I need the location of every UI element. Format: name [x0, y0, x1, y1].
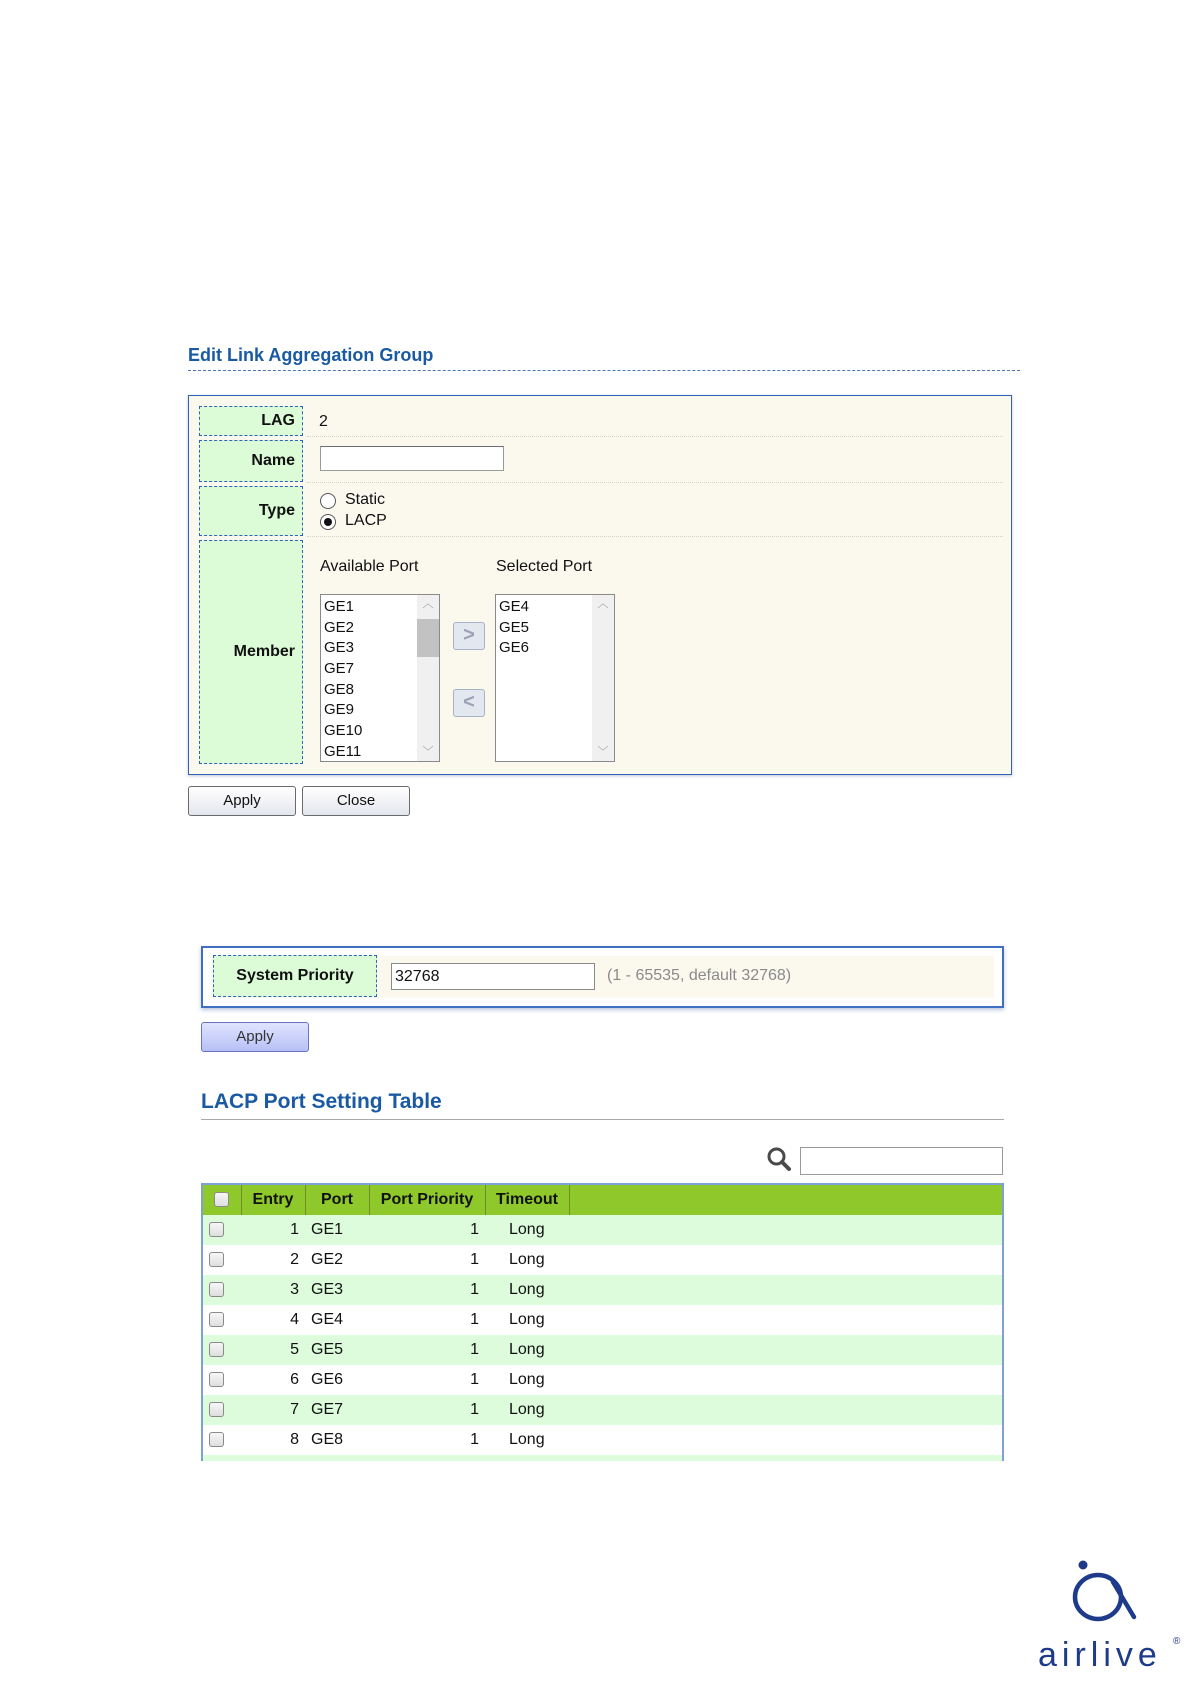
table-row[interactable] — [203, 1275, 1002, 1305]
entry-cell: 5 — [290, 1341, 299, 1358]
list-item[interactable]: GE5 — [499, 618, 530, 636]
scroll-up-icon[interactable]: ︿ — [422, 598, 434, 610]
entry-cell: 6 — [290, 1371, 299, 1388]
port-cell: GE8 — [311, 1431, 344, 1448]
port-cell: GE5 — [311, 1341, 344, 1358]
list-item[interactable]: GE10 — [324, 722, 363, 740]
timeout-cell: Long — [509, 1341, 545, 1358]
edit-lag-title: Edit Link Aggregation Group — [188, 345, 434, 365]
available-port-label: Available Port — [320, 558, 419, 575]
title-divider — [201, 1119, 1004, 1120]
row-checkbox-cell — [203, 1425, 241, 1455]
list-item[interactable]: GE4 — [499, 598, 530, 615]
logo-dot — [1079, 1561, 1088, 1570]
search-input[interactable] — [800, 1147, 1003, 1175]
type-static-radio[interactable] — [320, 493, 336, 509]
list-item[interactable]: GE1 — [324, 598, 355, 615]
entry-cell: 8 — [290, 1431, 299, 1448]
list-item[interactable]: GE6 — [499, 639, 530, 657]
table-row-partial — [203, 1455, 1002, 1461]
available-port-list[interactable] — [320, 594, 440, 762]
type-lacp-label: LACP — [345, 512, 387, 529]
column-header-filler — [569, 1185, 1002, 1215]
timeout-cell: Long — [509, 1251, 545, 1268]
column-header-port[interactable]: Port — [305, 1185, 369, 1215]
available-port-scrollbar[interactable] — [417, 595, 439, 761]
apply-button[interactable]: Apply — [188, 786, 296, 816]
priority-cell: 1 — [470, 1371, 479, 1388]
timeout-cell: Long — [509, 1221, 545, 1238]
system-priority-apply-button[interactable]: Apply — [201, 1022, 309, 1052]
priority-cell: 1 — [470, 1281, 479, 1298]
type-label: Type — [199, 486, 303, 536]
row-divider — [307, 482, 1003, 483]
port-cell: GE2 — [311, 1251, 344, 1268]
table-row[interactable] — [203, 1395, 1002, 1425]
row-checkbox[interactable] — [209, 1342, 224, 1357]
name-label: Name — [199, 440, 303, 482]
row-checkbox[interactable] — [209, 1372, 224, 1387]
airlive-logo — [1038, 1560, 1183, 1675]
entry-cell: 1 — [290, 1221, 299, 1238]
selected-port-label: Selected Port — [496, 558, 593, 575]
entry-cell: 2 — [290, 1251, 299, 1268]
edit-lag-form — [188, 395, 1012, 775]
title-divider — [188, 370, 1020, 371]
lag-value: 2 — [319, 413, 328, 430]
table-row[interactable] — [203, 1245, 1002, 1275]
row-checkbox[interactable] — [209, 1222, 224, 1237]
row-checkbox-cell — [203, 1275, 241, 1305]
priority-cell: 1 — [470, 1221, 479, 1238]
row-divider — [307, 436, 1003, 437]
table-row[interactable] — [203, 1215, 1002, 1245]
row-checkbox-cell — [203, 1395, 241, 1425]
priority-cell: 1 — [470, 1311, 479, 1328]
row-checkbox-cell — [203, 1305, 241, 1335]
table-row[interactable] — [203, 1425, 1002, 1455]
scroll-up-icon[interactable]: ︿ — [597, 598, 609, 610]
logo-trademark: ® — [1173, 1636, 1181, 1647]
port-cell: GE1 — [311, 1221, 344, 1238]
column-header-port-priority[interactable]: Port Priority — [369, 1185, 485, 1215]
scroll-down-icon[interactable]: ﹀ — [422, 746, 434, 758]
search-icon[interactable] — [766, 1146, 792, 1172]
timeout-cell: Long — [509, 1311, 545, 1328]
lacp-port-table — [201, 1183, 1004, 1461]
logo-text: airlive — [1038, 1636, 1162, 1674]
column-header-timeout[interactable]: Timeout — [485, 1185, 569, 1215]
name-input[interactable] — [320, 446, 504, 471]
selected-port-list[interactable] — [495, 594, 615, 762]
row-checkbox[interactable] — [209, 1282, 224, 1297]
timeout-cell: Long — [509, 1401, 545, 1418]
row-checkbox-cell — [203, 1215, 241, 1245]
scroll-thumb[interactable] — [417, 619, 439, 657]
select-all-header — [203, 1185, 241, 1215]
list-item[interactable]: GE9 — [324, 701, 355, 719]
scroll-down-icon[interactable]: ﹀ — [597, 746, 609, 758]
entry-cell: 7 — [290, 1401, 299, 1418]
priority-cell: 1 — [470, 1251, 479, 1268]
lag-label: LAG — [199, 406, 303, 436]
list-item[interactable]: GE11 — [324, 742, 362, 760]
timeout-cell: Long — [509, 1431, 545, 1448]
row-checkbox[interactable] — [209, 1312, 224, 1327]
member-label: Member — [199, 540, 303, 764]
selected-port-scrollbar[interactable] — [592, 595, 614, 761]
table-row[interactable] — [203, 1335, 1002, 1365]
priority-cell: 1 — [470, 1431, 479, 1448]
remove-port-button[interactable]: < — [453, 689, 485, 717]
filler-cell — [569, 1215, 1002, 1245]
row-checkbox[interactable] — [209, 1432, 224, 1447]
add-port-button[interactable]: > — [453, 622, 485, 650]
port-cell: GE6 — [311, 1371, 344, 1388]
priority-cell: 1 — [470, 1401, 479, 1418]
column-header-entry[interactable]: Entry — [241, 1185, 305, 1215]
filler-cell — [569, 1335, 1002, 1365]
table-row[interactable] — [203, 1305, 1002, 1335]
filler-cell — [569, 1245, 1002, 1275]
type-static-label: Static — [345, 491, 386, 508]
system-priority-panel — [201, 946, 1004, 1008]
list-item[interactable]: GE3 — [324, 639, 355, 657]
filler-cell — [569, 1365, 1002, 1395]
row-divider — [307, 536, 1003, 537]
entry-cell: 4 — [290, 1311, 299, 1328]
row-checkbox-cell — [203, 1335, 241, 1365]
timeout-cell: Long — [509, 1281, 545, 1298]
lacp-table-title: LACP Port Setting Table — [201, 1090, 442, 1113]
entry-cell: 3 — [290, 1281, 299, 1298]
list-item[interactable]: GE7 — [324, 660, 355, 678]
port-cell: GE7 — [311, 1401, 344, 1418]
system-priority-label: System Priority — [213, 955, 377, 997]
port-cell: GE3 — [311, 1281, 344, 1298]
system-priority-input[interactable]: 32768 — [391, 963, 595, 990]
type-lacp-radio[interactable] — [320, 514, 336, 530]
priority-cell: 1 — [470, 1341, 479, 1358]
filler-cell — [569, 1425, 1002, 1455]
filler-cell — [569, 1305, 1002, 1335]
system-priority-hint: (1 - 65535, default 32768) — [607, 967, 792, 984]
list-item[interactable]: GE8 — [324, 680, 355, 698]
port-cell: GE4 — [311, 1311, 344, 1328]
list-item[interactable]: GE2 — [324, 618, 355, 636]
row-checkbox-cell — [203, 1365, 241, 1395]
row-checkbox-cell — [203, 1245, 241, 1275]
timeout-cell: Long — [509, 1371, 545, 1388]
filler-cell — [569, 1275, 1002, 1305]
close-button[interactable]: Close — [302, 786, 410, 816]
row-checkbox[interactable] — [209, 1402, 224, 1417]
table-header-row — [203, 1185, 1002, 1215]
table-row[interactable] — [203, 1365, 1002, 1395]
filler-cell — [569, 1395, 1002, 1425]
row-checkbox[interactable] — [209, 1252, 224, 1267]
select-all-checkbox[interactable] — [214, 1192, 229, 1207]
